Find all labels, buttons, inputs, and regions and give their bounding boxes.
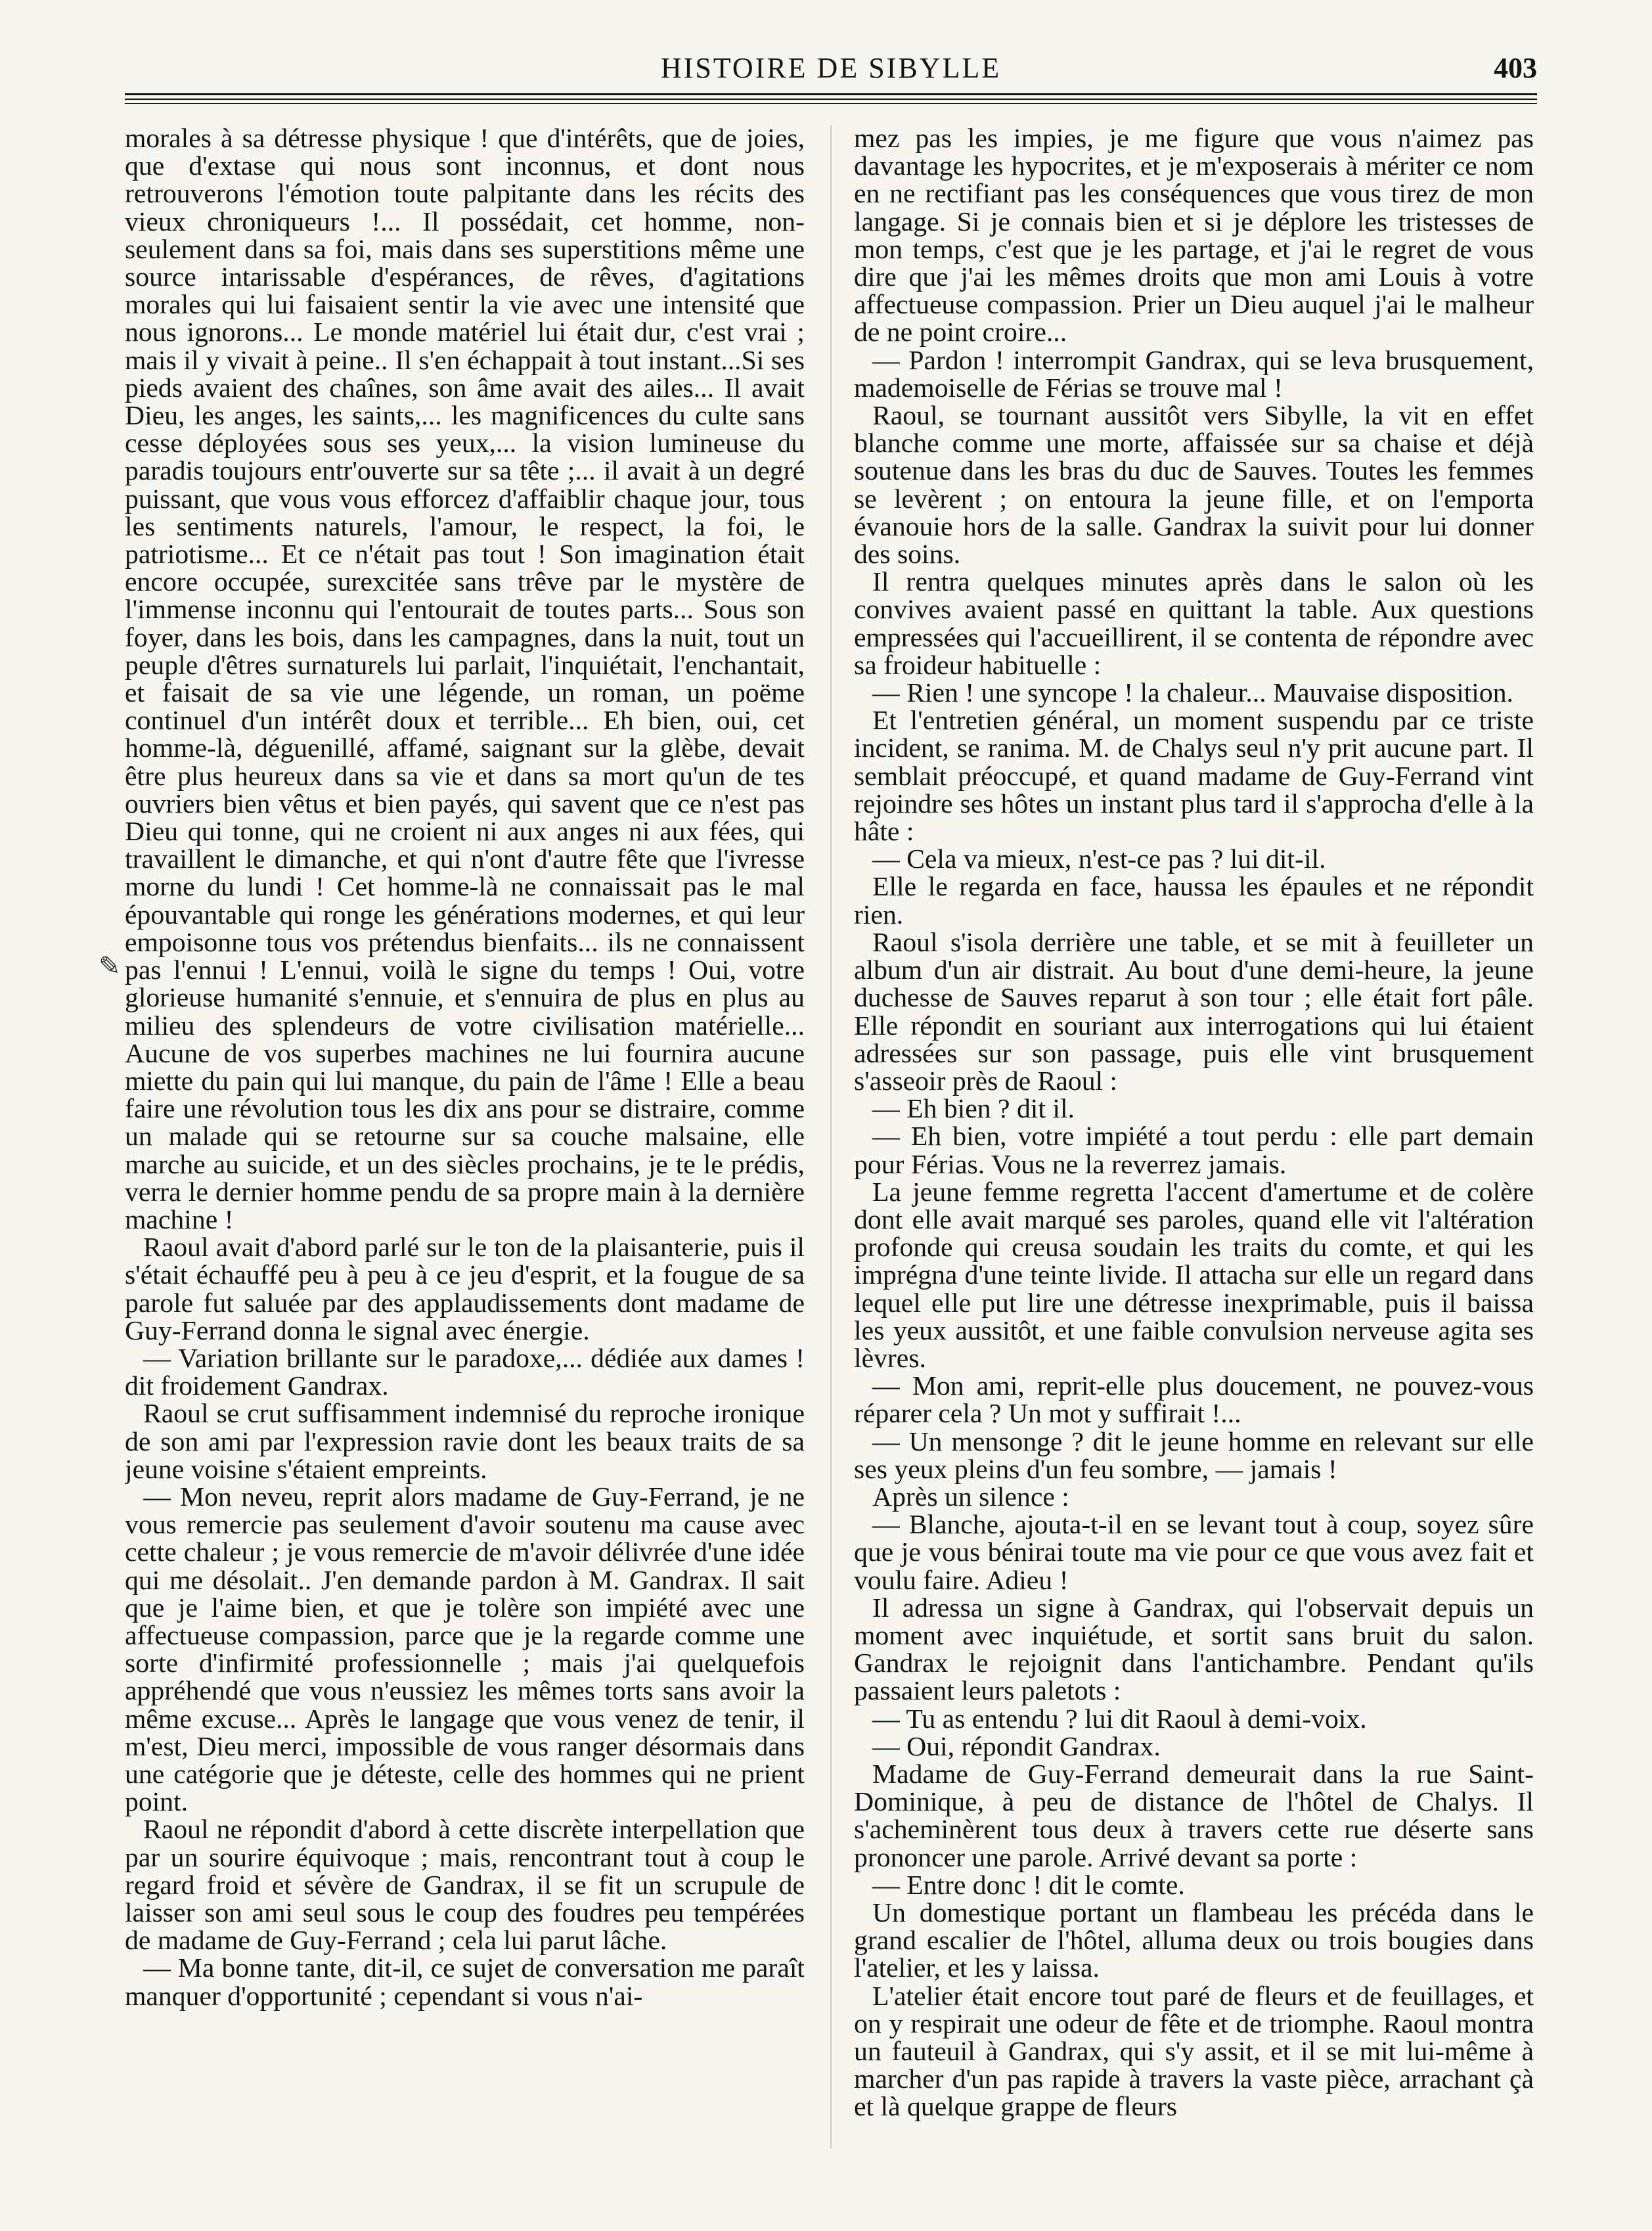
paragraph: Elle le regarda en face, haussa les épaules et ne répondit rien.	[854, 872, 1534, 930]
paragraph: — Ma bonne tante, dit-il, ce sujet de conversation me paraît manquer d'opportunité ; cependant si vous n'ai-	[125, 1953, 805, 2012]
paragraph: — Rien ! une syncope ! la chaleur... Mauvaise disposition.	[872, 678, 1513, 709]
header-rule-middle	[125, 99, 1537, 100]
paragraph: — Entre donc ! dit le comte.	[872, 1870, 1185, 1901]
paragraph: mez pas les impies, je me figure que vous n'aimez pas davantage les hypocrites, et je m'exposerais à mériter ce nom en ne rectifiant pas les conséquences que vous tirez de mon langage. Si je connais bien et si je déplore les tristesses de mon temps, c'est que je les partage, et j'ai le regret de vous dire que j'ai les mêmes droits que mon ami Louis à votre affectueuse compassion. Prier un Dieu auquel j'ai le malheur de ne point croire...	[854, 125, 1534, 348]
paragraph: Raoul s'isola derrière une table, et se mit à feuilleter un album d'un air distrait. Au bout d'une demi-heure, la jeune duchesse de Sauves reparut à son tour ; elle était fort pâle. Elle répondit en souriant aux interrogations qui lui étaient adressées sur son passage, puis elle vint brusquement s'asseoir près de Raoul :	[854, 927, 1534, 1096]
paragraph: — Blanche, ajouta-t-il en se levant tout à coup, soyez sûre que je vous bénirai toute ma vie pour ce que vous avez fait et voulu faire. Adieu !	[854, 1510, 1534, 1596]
paragraph: La jeune femme regretta l'accent d'amertume et de colère dont elle avait marqué ses paroles, quand elle vit l'altération profonde qui creusa soudain les traits du comte, et qui les imprégna d'une teinte livide. Il attacha sur elle un regard dans lequel elle put lire une détresse inexprimable, puis il baissa les yeux aussitôt, et une faible convulsion nerveuse agita ses lèvres.	[854, 1177, 1534, 1374]
paragraph: — Oui, répondit Gandrax.	[872, 1731, 1161, 1762]
margin-annotation-mark: ✎	[99, 951, 121, 981]
left-text-column	[125, 125, 805, 2148]
paragraph: — Tu as entendu ? lui dit Raoul à demi-voix.	[872, 1703, 1367, 1734]
header-rule-thin	[125, 103, 1537, 104]
paragraph: Et l'entretien général, un moment suspendu par ce triste incident, se ranima. M. de Chalys seul n'y prit aucune part. Il semblait préoccupé, et quand madame de Guy-Ferrand vint rejoindre ses hôtes un instant plus tard il s'approcha d'elle à la hâte :	[854, 706, 1534, 847]
running-title: HISTOIRE DE SIBYLLE	[660, 52, 1002, 84]
paragraph: — Cela va mieux, n'est-ce pas ? lui dit-il.	[872, 844, 1326, 875]
page-number: 403	[1494, 52, 1537, 84]
paragraph: Raoul se crut suffisamment indemnisé du reproche ironique de son ami par l'expression ravie dont les beaux traits de sa jeune voisine s'étaient empreints.	[125, 1399, 805, 1485]
paragraph: morales à sa détresse physique ! que d'intérêts, que de joies, que d'extase qui nous sont inconnus, et dont nous retrouverons l'émotion toute palpitante dans les récits des vieux chroniqueurs !... Il possédait, cet homme, non-seulement dans sa foi, mais dans ses superstitions même une source intarissable d'espérances, de rêves, d'agitations morales qui lui faisaient sentir la vie avec une intensité que nous ignorons... Le monde matériel lui était dur, c'est vrai ; mais il y vivait à peine.. Il s'en échappait à tout instant...Si ses pieds avaient des chaînes, son âme avait des ailes... Il avait Dieu, les anges, les saints,... les magnificences du culte sans cesse déployées sous ses yeux,... la vision lumineuse du paradis toujours entr'ouverte sur sa tête ;... il avait à un degré puissant, que vous vous efforcez d'affaiblir chaque jour, tous les sentiments naturels, l'amour, le respect, la foi, le patriotisme... Et ce n'était pas tout ! Son imagination était encore occupée, surexcitée sans trêve par le mystère de l'immense inconnu qui l'entourait de toutes parts... Sous son foyer, dans les bois, dans les campagnes, dans la nuit, tout un peuple d'êtres surnaturels lui parlait, l'inquiétait, l'enchantait, et faisait de sa vie une légende, un roman, un poëme continuel d'un intérêt doux et terrible... Eh bien, oui, cet homme-là, déguenillé, affamé, saignant sur la glèbe, devait être plus heureux dans sa vie et dans sa mort qu'un de tes ouvriers bien vêtus et bien payés, qui savent que ce n'est pas Dieu qui tonne, qui ne croient ni aux anges ni aux fées, qui travaillent le dimanche, et qui n'ont d'autre fête que l'ivresse morne du lundi ! Cet homme-là ne connaissait pas le mal épouvantable qui ronge les générations modernes, et qui leur empoisonne tous vos prétendus bienfaits... ils ne connaissent pas l'ennui ! L'ennui, voilà le signe du temps ! Oui, votre glorieuse humanité s'ennuie, et s'ennuira de plus en plus au milieu des splendeurs de votre civilisation matérielle... Aucune de vos superbes machines ne lui fournira aucune miette du pain qui lui manque, du pain de l'âme ! Elle a beau faire une révolution tous les dix ans pour se distraire, comme un malade qui se retourne sur sa couche malsaine, elle marche au suicide, et un des siècles prochains, je te le prédis, verra le dernier homme pendu de sa propre main à la dernière machine !	[125, 125, 805, 1235]
paragraph: Après un silence :	[872, 1481, 1069, 1512]
paragraph: Un domestique portant un flambeau les précéda dans le grand escalier de l'hôtel, alluma deux ou trois bougies dans l'atelier, et les y laissa.	[854, 1898, 1534, 1984]
paragraph: Raoul ne répondit d'abord à cette discrète interpellation que par un sourire équivoque ; mais, rencontrant tout à coup le regard froid et sévère de Gandrax, il se fit un scrupule de laisser son ami seul sous le coup des foudres peu tempérées de madame de Guy-Ferrand ; cela lui parut lâche.	[125, 1814, 805, 1956]
paragraph: Il rentra quelques minutes après dans le salon où les convives avaient passé en quittant la table. Aux questions empressées qui l'accueillirent, il se contenta de répondre avec sa froideur habituelle :	[854, 567, 1534, 681]
header-rule-thick	[125, 93, 1537, 95]
paragraph: Madame de Guy-Ferrand demeurait dans la rue Saint-Dominique, à peu de distance de l'hôtel de Chalys. Il s'acheminèrent tous deux à travers cette rue déserte sans prononcer une parole. Arrivé devant sa porte :	[854, 1759, 1534, 1873]
page-header	[125, 51, 1537, 88]
paragraph: — Pardon ! interrompit Gandrax, qui se leva brusquement, mademoiselle de Férias se trouve mal !	[854, 345, 1534, 403]
right-text-column	[854, 125, 1534, 2148]
paragraph: Raoul avait d'abord parlé sur le ton de la plaisanterie, puis il s'était échauffé peu à peu à ce jeu d'esprit, et la fougue de sa parole fut saluée par des applaudissements dont madame de Guy-Ferrand donna le signal avec énergie.	[125, 1232, 805, 1346]
paragraph: — Variation brillante sur le paradoxe,... dédiée aux dames ! dit froidement Gandrax.	[125, 1343, 805, 1402]
paragraph: — Eh bien, votre impiété a tout perdu : elle part demain pour Férias. Vous ne la reverrez jamais.	[854, 1121, 1534, 1180]
paragraph: — Eh bien ? dit il.	[872, 1094, 1075, 1125]
paragraph: Il adressa un signe à Gandrax, qui l'observait depuis un moment avec inquiétude, et sortit sans bruit du salon. Gandrax le rejoignit dans l'antichambre. Pendant qu'ils passaient leurs paletots :	[854, 1592, 1534, 1707]
column-divider	[830, 125, 832, 2148]
paragraph: L'atelier était encore tout paré de fleurs et de feuillages, et on y respirait une odeur de fête et de triomphe. Raoul montra un fauteuil à Gandrax, qui s'y assit, et il se mit lui-même à marcher d'un pas rapide à travers la vaste pièce, arrachant çà et là quelque grappe de fleurs	[854, 1981, 1534, 2123]
paragraph: — Mon ami, reprit-elle plus doucement, ne pouvez-vous réparer cela ? Un mot y suffirait !...	[854, 1371, 1534, 1430]
paragraph: — Un mensonge ? dit le jeune homme en relevant sur elle ses yeux pleins d'un feu sombre, — jamais !	[854, 1426, 1534, 1485]
paragraph: — Mon neveu, reprit alors madame de Guy-Ferrand, je ne vous remercie pas seulement d'avoir soutenu ma cause avec cette chaleur ; je vous remercie de m'avoir délivrée d'une idée qui me désolait.. J'en demande pardon à M. Gandrax. Il sait que je l'aime bien, et que je tolère son impiété avec une affectueuse compassion, parce que je la regarde comme une sorte d'infirmité professionnelle ; mais j'ai quelquefois appréhendé que vous n'eussiez les mêmes torts sans avoir la même excuse... Après le langage que vous venez de tenir, il m'est, Dieu merci, impossible de vous ranger désormais dans une catégorie que je déteste, celle des hommes qui ne prient point.	[125, 1481, 805, 1818]
paragraph: Raoul, se tournant aussitôt vers Sibylle, la vit en effet blanche comme une morte, affaissée sur sa chaise et déjà soutenue dans les bras du duc de Sauves. Toutes les femmes se levèrent ; on entoura la jeune fille, et on l'emporta évanouie hors de la salle. Gandrax la suivit pour lui donner des soins.	[854, 401, 1534, 570]
